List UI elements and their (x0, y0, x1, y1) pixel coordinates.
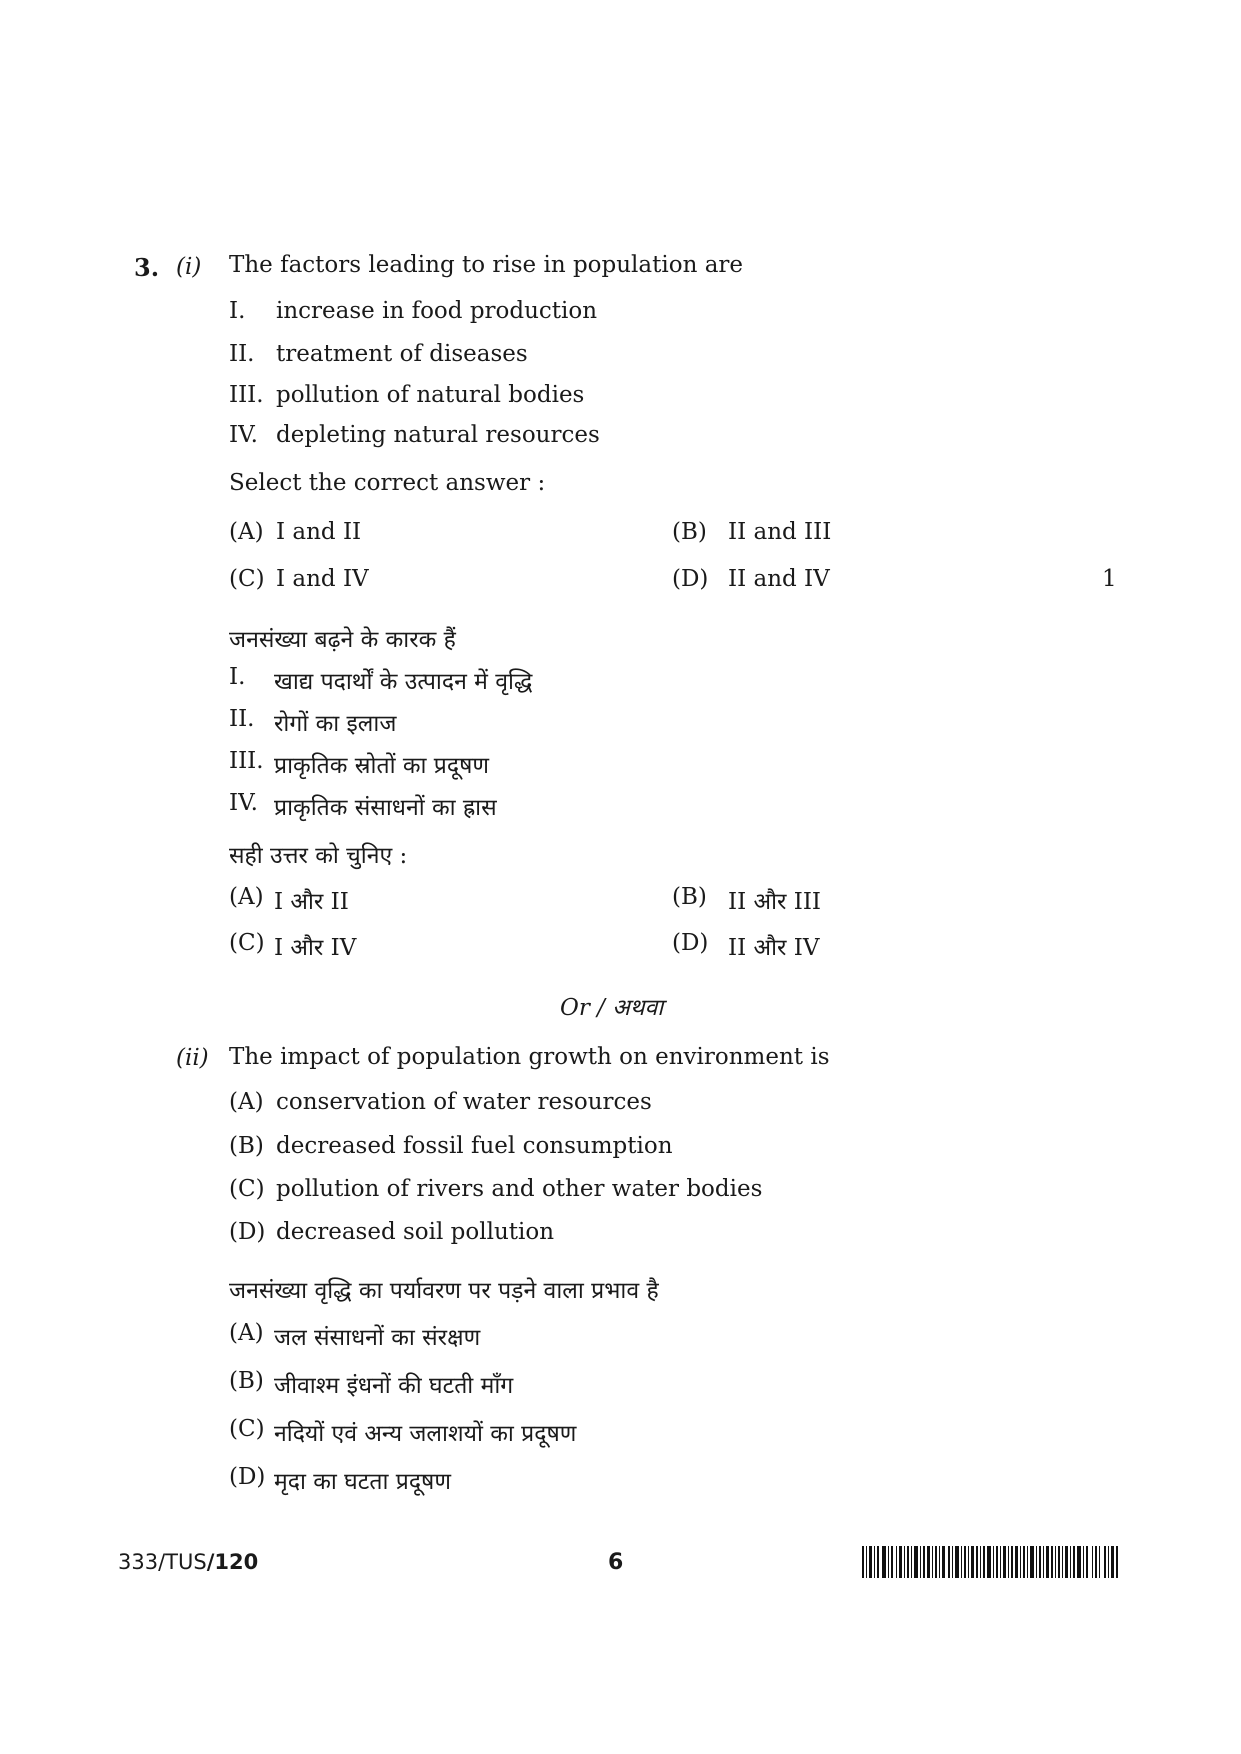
item-hi-1-num: I. (229, 664, 246, 690)
item-hi-2-num: II. (229, 706, 255, 732)
instruction-en: Select the correct answer : (229, 470, 546, 496)
option-hi-a-text: I और II (274, 889, 349, 915)
page-number: 6 (608, 1550, 624, 1575)
p2-option-hi-b-label: (B) (229, 1368, 264, 1394)
item-hi-1-text: खाद्य पदार्थों के उत्पादन में वृद्धि (274, 669, 533, 695)
item-hi-3-text: प्राकृतिक स्रोतों का प्रदूषण (274, 753, 490, 779)
option-en-b-label: (B) (672, 519, 707, 545)
item-en-1-text: increase in food production (276, 298, 598, 324)
option-hi-b-label: (B) (672, 884, 707, 910)
option-hi-d-text: II और IV (728, 935, 820, 961)
item-en-3-num: III. (229, 382, 264, 408)
item-en-4-num: IV. (229, 422, 258, 448)
paper-code-prefix: 333/TUS (118, 1550, 207, 1574)
part-ii-stem-hi: जनसंख्या वृद्धि का पर्यावरण पर पड़ने वाला प्रभाव है (229, 1278, 659, 1304)
option-en-c-text: I and IV (276, 566, 369, 592)
p2-option-hi-d-text: मृदा का घटता प्रदूषण (274, 1469, 451, 1495)
item-hi-4-num: IV. (229, 790, 258, 816)
p2-option-en-d-label: (D) (229, 1219, 266, 1245)
option-hi-d-label: (D) (672, 930, 709, 956)
paper-code-suffix: /120 (206, 1550, 259, 1574)
p2-option-en-a-label: (A) (229, 1089, 264, 1115)
option-en-b-text: II and III (728, 519, 832, 545)
option-hi-a-label: (A) (229, 884, 264, 910)
instruction-hi: सही उत्तर को चुनिए : (229, 843, 408, 869)
p2-option-en-c-text: pollution of rivers and other water bodies (276, 1176, 763, 1202)
p2-option-hi-a-label: (A) (229, 1320, 264, 1346)
part-i-stem-en: The factors leading to rise in population are (229, 252, 744, 278)
item-en-4-text: depleting natural resources (276, 422, 600, 448)
question-number: 3. (134, 253, 160, 282)
item-hi-3-num: III. (229, 748, 264, 774)
p2-option-en-d-text: decreased soil pollution (276, 1219, 555, 1245)
p2-option-hi-c-text: नदियों एवं अन्य जलाशयों का प्रदूषण (274, 1421, 577, 1447)
part-i-label: (i) (176, 254, 202, 280)
item-en-2-text: treatment of diseases (276, 341, 528, 367)
option-en-a-label: (A) (229, 519, 264, 545)
p2-option-en-b-label: (B) (229, 1133, 264, 1159)
item-en-1-num: I. (229, 298, 246, 324)
option-hi-b-text: II और III (728, 889, 821, 915)
part-ii-stem-en: The impact of population growth on environment is (229, 1044, 830, 1070)
p2-option-hi-b-text: जीवाश्म इंधनों की घटती माँग (274, 1373, 514, 1399)
option-en-d-label: (D) (672, 566, 709, 592)
p2-option-en-b-text: decreased fossil fuel consumption (276, 1133, 673, 1159)
p2-option-en-c-label: (C) (229, 1176, 265, 1202)
marks: 1 (1102, 566, 1117, 592)
option-hi-c-label: (C) (229, 930, 265, 956)
part-ii-label: (ii) (176, 1045, 209, 1071)
p2-option-hi-c-label: (C) (229, 1416, 265, 1442)
option-en-c-label: (C) (229, 566, 265, 592)
item-en-3-text: pollution of natural bodies (276, 382, 585, 408)
p2-option-hi-d-label: (D) (229, 1464, 266, 1490)
item-hi-4-text: प्राकृतिक संसाधनों का ह्रास (274, 795, 497, 821)
item-en-2-num: II. (229, 341, 255, 367)
or-divider: Or / अथवा (560, 995, 664, 1021)
option-en-a-text: I and II (276, 519, 362, 545)
p2-option-hi-a-text: जल संसाधनों का संरक्षण (274, 1325, 481, 1351)
paper-code (118, 1550, 258, 1574)
barcode-icon (862, 1546, 1120, 1578)
option-hi-c-text: I और IV (274, 935, 357, 961)
option-en-d-text: II and IV (728, 566, 830, 592)
item-hi-2-text: रोगों का इलाज (274, 711, 397, 737)
part-i-stem-hi: जनसंख्या बढ़ने के कारक हैं (229, 627, 456, 653)
p2-option-en-a-text: conservation of water resources (276, 1089, 652, 1115)
